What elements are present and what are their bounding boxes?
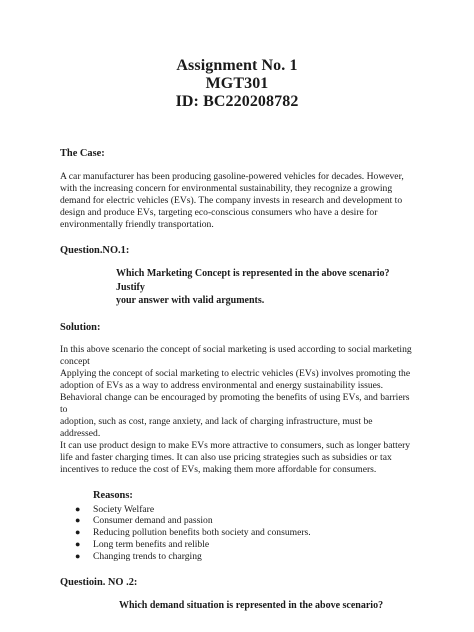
solution-line: adoption, such as cost, range anxiety, and lack of charging infrastructure, must be addressed. [60,415,373,439]
solution-line: Behavioral change can be encouraged by promoting the benefits of using EVs, and barriers to [60,391,410,415]
reason-item [60,515,414,527]
solution-text [60,344,414,476]
document-header [60,0,414,111]
solution-line: It can use product design to make EVs more attractive to consumers, such as longer battery [60,439,411,451]
reasons-heading: Reasons: [93,489,133,501]
case-line: with the increasing concern for environmental sustainability, they recognize a growing [60,183,393,194]
bullet-icon: ● [75,539,81,550]
reason-item [60,527,414,539]
case-heading: The Case: [60,148,105,159]
course-code: MGT301 [205,75,269,92]
reason-text: Reducing pollution benefits both society and consumers. [93,527,311,539]
question-1-line: Which Marketing Concept is represented in the above scenario? Justify [116,268,390,293]
reason-text: Consumer demand and passion [93,515,213,527]
solution-line: life and faster charging times. It can also use pricing strategies such as subsidies or tax [60,451,392,463]
case-line: demand for electric vehicles (EVs). The company invests in research and development to [60,195,403,206]
question-1-line: your answer with valid arguments. [116,295,265,306]
solution-heading: Solution: [60,321,101,333]
case-line: design and produce EVs, targeting eco-conscious consumers who have a desire for [60,207,378,218]
assignment-title: Assignment No. 1 [176,57,298,74]
question-1-text [60,267,414,308]
case-line: environmentally friendly transportation. [60,219,214,230]
question-2-text [60,599,414,613]
reason-item [60,539,414,551]
bullet-icon: ● [75,503,81,514]
bullet-icon: ● [75,515,81,526]
case-line: A car manufacturer has been producing gasoline-powered vehicles for decades. However, [60,171,404,182]
reason-text: Society Welfare [93,503,155,515]
solution-line: adoption of EVs as a way to address environmental and energy sustainability issues. [60,379,384,391]
reasons-list [60,504,414,564]
solution-line: In this above scenario the concept of social marketing is used according to social marketing [60,343,412,355]
solution-line: Applying the concept of social marketing to electric vehicles (EVs) involves promoting the [60,367,411,379]
student-id: ID: BC220208782 [175,93,299,110]
reason-text: Changing trends to charging [93,551,202,563]
reason-text: Long term benefits and relible [93,539,210,551]
solution-line: incentives to reduce the cost of EVs, making them more affordable for consumers. [60,463,377,475]
solution-line: concept [60,355,90,367]
case-text [60,171,414,231]
question-2-heading: Questioin. NO .2: [60,577,138,589]
bullet-icon: ● [75,551,81,562]
question-2-line: Which demand situation is represented in the above scenario? [119,600,384,612]
bullet-icon: ● [75,527,81,538]
question-1-heading: Question.NO.1: [60,245,130,256]
reason-item [60,551,414,563]
reason-item [60,504,414,516]
